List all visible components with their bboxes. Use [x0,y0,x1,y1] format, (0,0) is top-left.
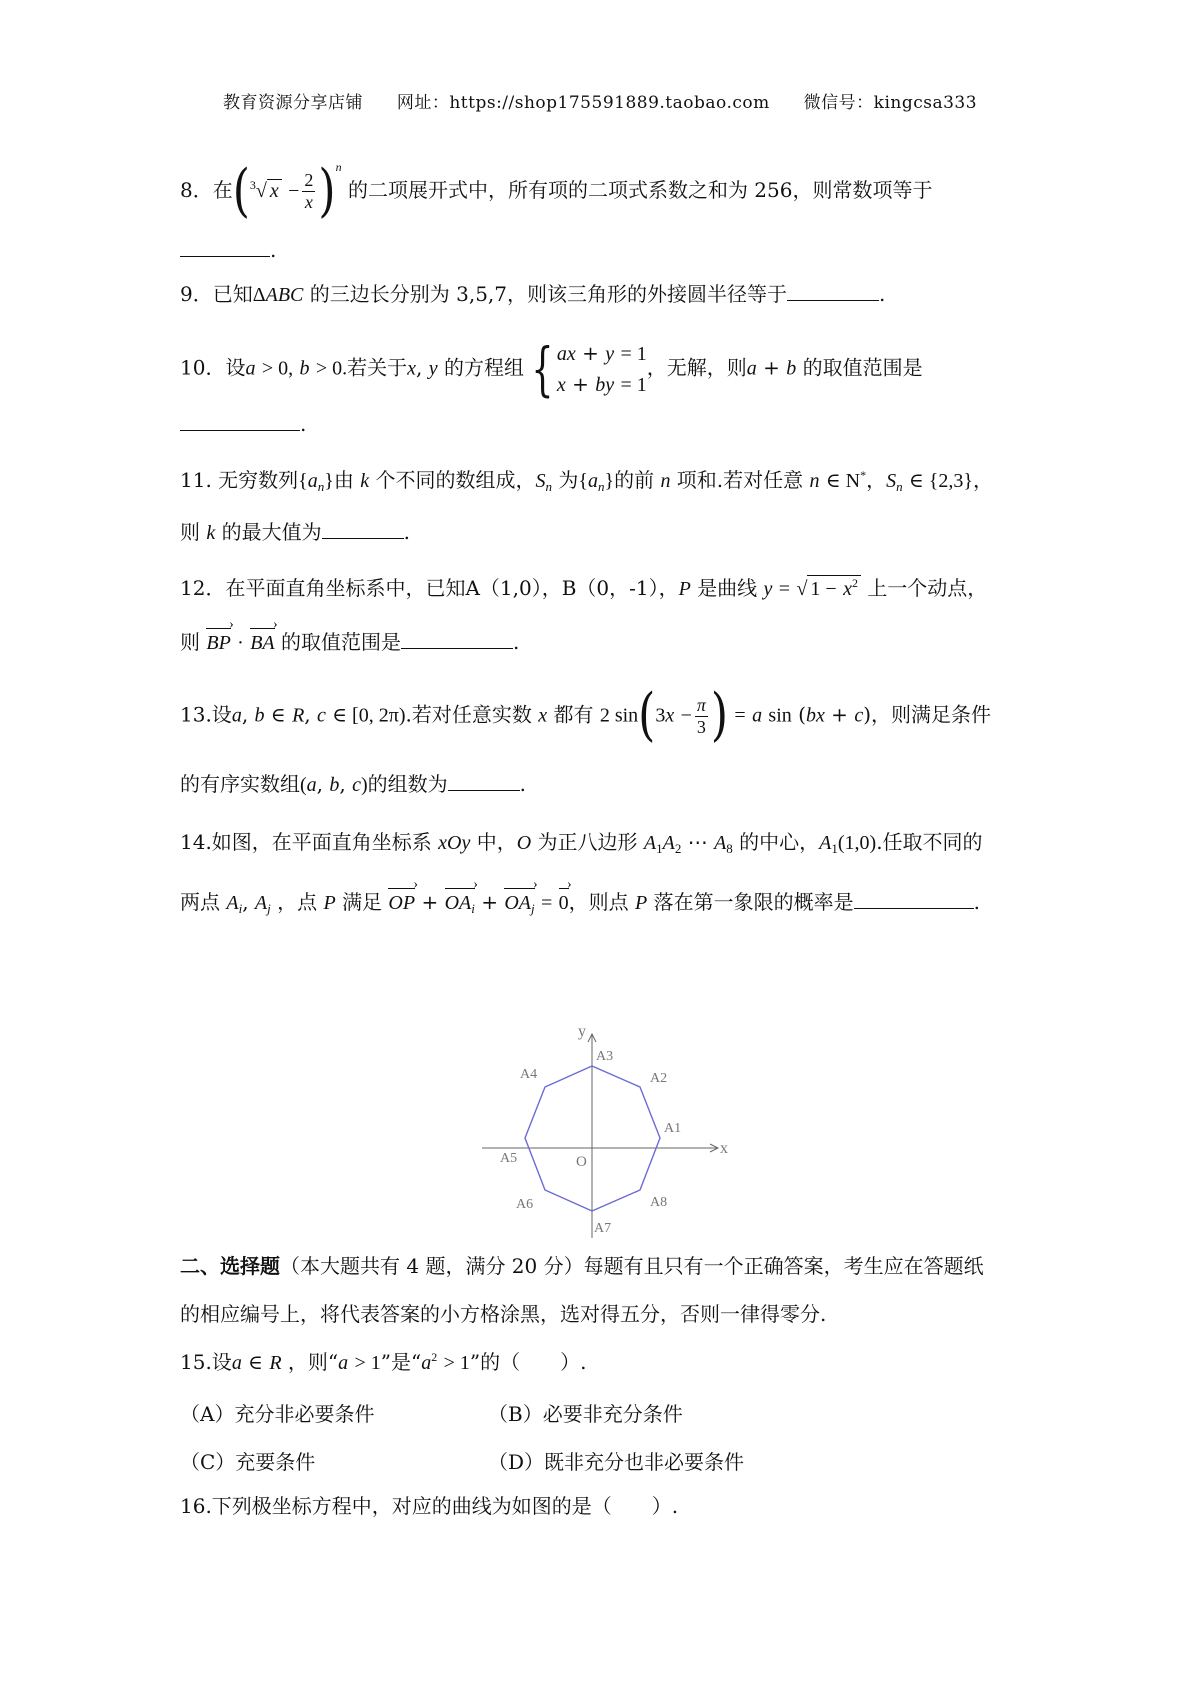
question-14: 14.如图，在平面直角坐标系 xOy 中，O 为正八边形 $A_1A_2$ ⋯ $A_8$ 的中心，$A_1(1,0)$.任取不同的 [180,830,983,856]
axis-y-label: y [578,1023,586,1040]
q15-option-b: （B）必要非充分条件 [488,1402,683,1426]
answer-blank-10: . [180,412,1040,436]
label-A8: A8 [650,1195,668,1210]
q15-option-a: （A）充分非必要条件 [180,1402,375,1426]
question-11: 11. 无穷数列$\{a_n\}$由 k 个不同的数组成，$S_n$ 为$\{a_n\}$的前 n 项和.若对任意 n ∈ N*，$S_n$ ∈ {2,3}， [180,468,993,494]
question-9: 9．已知ΔABC 的三边长分别为 3,5,7，则该三角形的外接圆半径等于 . [180,282,886,306]
label-A3: A3 [596,1049,614,1064]
header-url: 网址：https://shop175591889.taobao.com [396,93,770,113]
q15-option-d: （D）既非充分也非必要条件 [488,1450,745,1474]
question-11-line2: 则 k 的最大值为 . [180,520,410,544]
axis-x-label: x [720,1140,728,1157]
label-A7: A7 [594,1221,612,1236]
label-A6: A6 [516,1197,534,1212]
question-13: 13.设a, b ∈ R, c ∈ [0, 2π).若对任意实数 x 都有 2 sin(3x − $\frac{\pi}{3}$ ) = a sin (bx + c)，则满足条件 [180,682,992,749]
label-A4: A4 [520,1067,538,1082]
section-2-heading: 二、选择题（本大题共有 4 题，满分 20 分）每题有且只有一个正确答案，考生应在答题纸 [180,1254,984,1278]
question-12-line2: 则 BP › · BA › 的取值范围是 . [180,630,1040,655]
header-wechat: 微信号：kingcsa333 [803,93,978,113]
label-A2: A2 [650,1071,668,1086]
question-14-line2: 两点 $A_i$, $A_j$ ，点 P 满足 OP › + $OA_i$ › + $OA_j$ › = 0 ›，则点 P 落在第一象限的概率是 . [180,890,1040,917]
origin-label: O [576,1154,587,1170]
question-10: 10．设a > 0, b > 0.若关于x, y 的方程组 { ax + y = 1 x + by = 1 ，无解，则a + b 的取值范围是 [180,335,923,403]
question-12: 12．在平面直角坐标系中，已知A（1,0），B（0，-1），P 是曲线 y = √ $1 - x^2$ 上一个动点， [180,576,988,600]
label-A5: A5 [500,1151,518,1166]
label-A1: A1 [664,1121,682,1136]
question-13-line2: 的有序实数组(a, b, c)的组数为 . [180,772,527,796]
section-2-line2: 的相应编号上，将代表答案的小方格涂黑，选对得五分，否则一律得零分. [180,1302,827,1326]
question-8: 8．在($^3$√ x − $\frac{2}{x}$ )$^n$ 的二项展开式中，所有项的二项式系数之和为 256，则常数项等于 [180,157,933,224]
question-16: 16.下列极坐标方程中，对应的曲线为如图的是（ ）. [180,1494,679,1518]
q15-option-c: （C）充要条件 [180,1450,316,1474]
octagon-figure [470,1018,740,1238]
header-shop: 教育资源分享店铺 [222,93,363,113]
page-header [0,88,1200,113]
question-15: 15.设a ∈ R ，则“a > 1”是“$a^2 > 1$”的（ ）. [180,1350,587,1374]
answer-blank-8: . [180,238,1040,262]
